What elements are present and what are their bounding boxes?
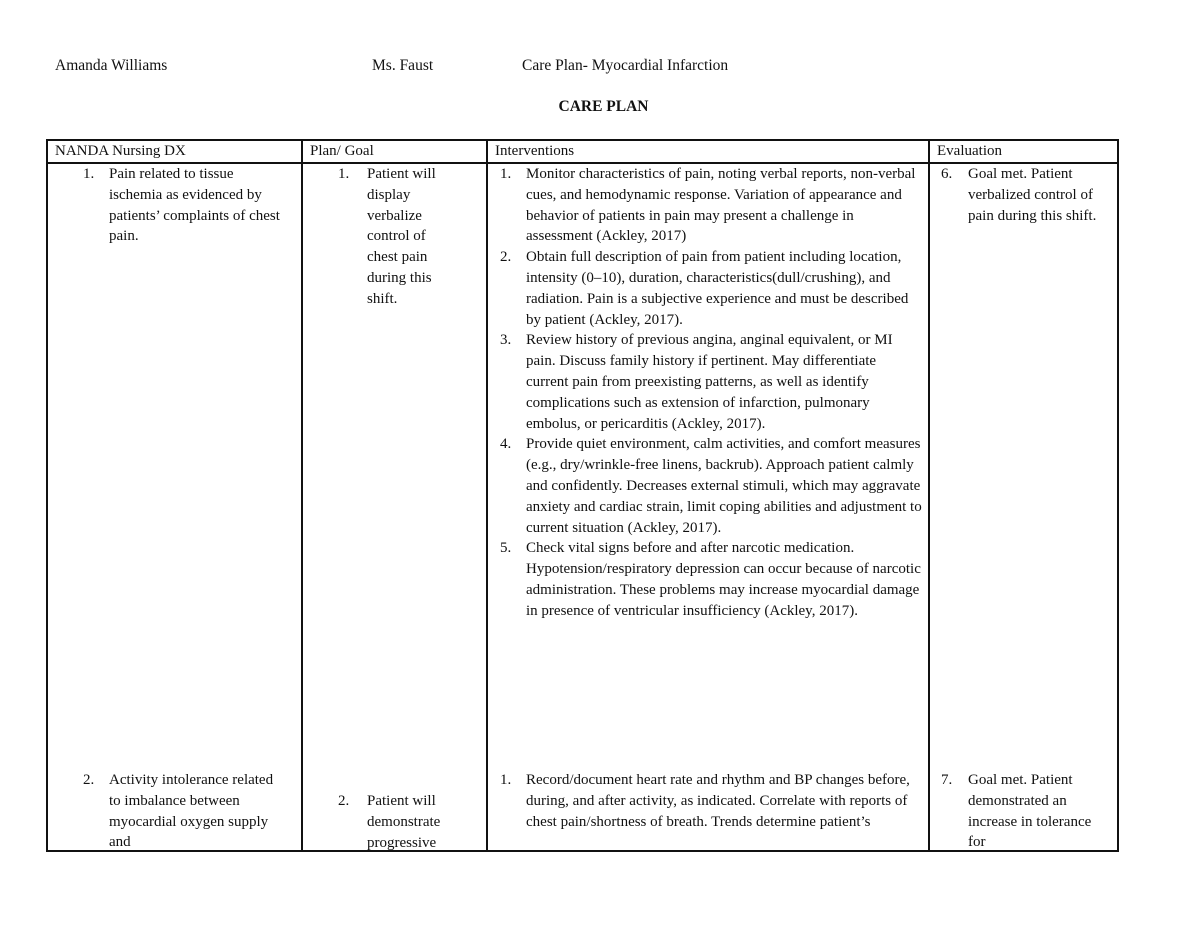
evaluation-number: 6. (941, 166, 953, 182)
intervention-item (500, 247, 922, 330)
evaluation-item (941, 164, 1111, 226)
goal-item-text: Patient will demonstrate progressive (367, 793, 441, 851)
dx-item-number: 2. (83, 772, 95, 788)
intervention-text: Record/document heart rate and rhythm and BP changes before, during, and after activity, as indicated. Correlate with reports of chest pain/shortness of breath. Trends determine patient’s (526, 772, 910, 830)
dx-item-text: Pain related to tissue ischemia as evidenced by patients’ complaints of chest pain. (109, 166, 280, 245)
column-header-plan: Plan/ Goal (303, 141, 486, 164)
intervention-item (500, 330, 922, 434)
intervention-number: 3. (500, 332, 512, 349)
interventions-list (500, 164, 922, 622)
document-header (0, 57, 1200, 79)
intervention-item (500, 770, 922, 832)
evaluation-number: 7. (941, 772, 953, 788)
goal-item (338, 164, 448, 310)
intervention-number: 4. (500, 436, 512, 453)
intervention-item (500, 538, 922, 621)
evaluation-text: Goal met. Patient demonstrated an increase in tolerance for (968, 772, 1092, 851)
intervention-text: Check vital signs before and after narcotic medication. Hypotension/respiratory depression can occur because of narcotic administration. These problems may increase myocardial damage in presence of ventricular insufficiency (Ackley, 2017). (526, 540, 921, 619)
nanda-dx-column (48, 141, 301, 850)
intervention-number: 1. (500, 166, 512, 182)
interventions-column (486, 141, 928, 850)
intervention-number: 1. (500, 772, 512, 788)
document-title: Care Plan- Myocardial Infarction (522, 57, 729, 74)
evaluation-text: Goal met. Patient verbalized control of pain during this shift. (968, 166, 1097, 224)
evaluation-column (928, 141, 1117, 850)
intervention-text: Review history of previous angina, anginal equivalent, or MI pain. Discuss family history if pertinent. May differentiate current pain from preexisting patterns, as well as identify complications such as extension of infarction, pulmonary embolus, or pericarditis (Ackley, 2017). (526, 332, 893, 432)
dx-item-number: 1. (83, 166, 95, 182)
dx-item (83, 770, 288, 853)
goal-item-text: Patient will display verbalize control of chest pain during this shift. (367, 166, 436, 307)
instructor-name: Ms. Faust (372, 57, 434, 74)
plan-goal-column (301, 141, 486, 850)
intervention-text: Monitor characteristics of pain, noting verbal reports, non-verbal cues, and hemodynamic response. Variation of appearance and behavior of patients in pain may present a challenge in assessment (Ackley, 2017) (526, 166, 916, 245)
intervention-text: Provide quiet environment, calm activities, and comfort measures (e.g., dry/wrinkle-free linens, backrub). Approach patient calmly and confidently. Decreases external stimuli, which may aggravate anxiety and cardiac strain, limit coping abilities and adjustment to current situation (Ackley, 2017). (526, 436, 922, 536)
goal-item-number: 1. (338, 166, 350, 182)
goal-item (338, 791, 448, 853)
care-plan-heading: CARE PLAN (558, 98, 649, 115)
intervention-item (500, 434, 922, 538)
evaluation-item (941, 770, 1111, 853)
intervention-number: 5. (500, 540, 512, 557)
dx-item (83, 164, 288, 247)
intervention-item (500, 164, 922, 247)
care-plan-table (46, 139, 1119, 852)
intervention-text: Obtain full description of pain from patient including location, intensity (0–10), duration, characteristics(dull/crushing), and radiation. Pain is a subjective experience and must be described by patient (Ackley, 2017). (526, 249, 909, 328)
goal-item-number: 2. (338, 793, 350, 809)
column-header-dx: NANDA Nursing DX (48, 141, 301, 164)
student-name: Amanda Williams (55, 57, 168, 74)
column-header-interventions: Interventions (488, 141, 928, 164)
column-header-evaluation: Evaluation (930, 141, 1117, 164)
dx-item-text: Activity intolerance related to imbalance between myocardial oxygen supply and (109, 772, 274, 851)
intervention-number: 2. (500, 249, 512, 266)
